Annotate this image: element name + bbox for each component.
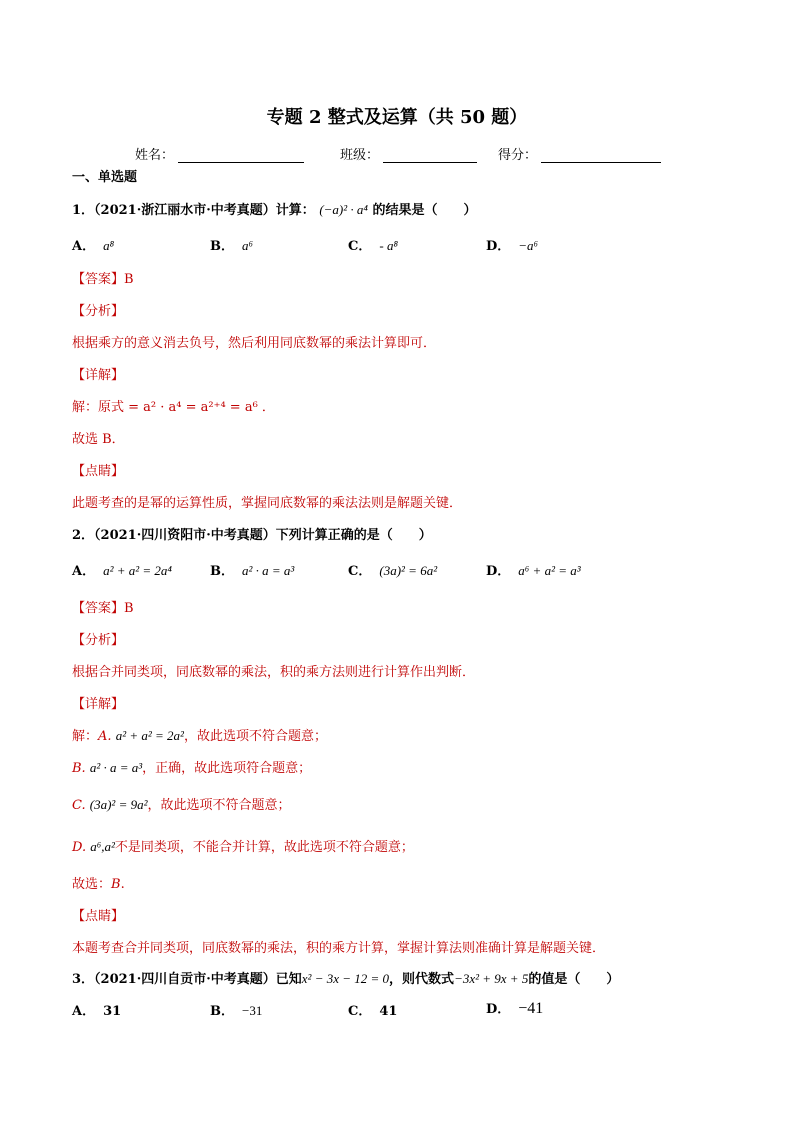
option-text: a² · a = a³ xyxy=(242,563,295,578)
q1-option-d xyxy=(486,235,538,254)
option-text: 31 xyxy=(103,1004,122,1019)
option-text: - a⁸ xyxy=(379,238,398,253)
q2-option-a xyxy=(72,560,172,579)
option-text: a⁸ xyxy=(103,238,115,253)
detail-math: (3a)² = 9a² xyxy=(89,797,148,812)
q2-detail-line-b xyxy=(72,757,311,776)
option-label: C． xyxy=(348,564,372,579)
score-blank xyxy=(541,150,661,163)
option-text: −a⁶ xyxy=(518,238,539,253)
section-heading: 一、单选题 xyxy=(72,170,138,185)
q2-detail-line-c xyxy=(72,794,291,813)
option-text: −31 xyxy=(242,1003,263,1018)
q1-comment-tag: 【点睛】 xyxy=(72,464,125,479)
score-field xyxy=(498,144,661,163)
q1-comment: 此题考查的是幂的运算性质，掌握同底数幂的乘法法则是解题关键． xyxy=(72,496,463,511)
answer-tag: 【答案】 xyxy=(72,601,125,616)
q1-detail-line-2: 故选 B． xyxy=(72,432,125,447)
detail-text: ，故此选项不符合题意； xyxy=(147,798,291,813)
detail-text: 不是同类项，不能合并计算，故此选项不符合题意； xyxy=(114,840,414,855)
option-label: D． xyxy=(486,1002,511,1017)
q1-analysis-tag: 【分析】 xyxy=(72,304,125,319)
option-text: a² + a² = 2a⁴ xyxy=(103,563,172,578)
q3-stem-prefix: 3．（2021·四川自贡市·中考真题）已知 xyxy=(72,972,302,987)
q1-detail-line-1: 解：原式 = a² · a⁴ = a²⁺⁴ = a⁶ ． xyxy=(72,400,275,415)
option-text: (3a)² = 6a² xyxy=(379,563,438,578)
q1-option-b xyxy=(210,235,253,254)
option-label: A． xyxy=(72,239,96,254)
answer-value: B xyxy=(124,272,134,287)
q2-option-b xyxy=(210,560,294,579)
q3-option-c xyxy=(348,1000,397,1019)
class-field xyxy=(340,144,477,163)
q1-analysis: 根据乘方的意义消去负号，然后利用同底数幂的乘法计算即可． xyxy=(72,336,437,351)
q2-option-d xyxy=(486,560,581,579)
q1-stem-suffix: 的结果是（ ） xyxy=(372,203,477,218)
option-text: 41 xyxy=(379,1004,398,1019)
q2-detail-tag: 【详解】 xyxy=(72,697,125,712)
question-3-stem xyxy=(72,968,619,987)
conclusion-option: B xyxy=(111,877,121,892)
conclusion-suffix: . xyxy=(120,877,125,892)
option-label: C． xyxy=(348,239,372,254)
class-label: 班级： xyxy=(340,148,380,163)
name-label: 姓名： xyxy=(135,148,175,163)
option-text: a⁶ xyxy=(242,238,254,253)
option-label: B． xyxy=(210,1004,234,1019)
q1-stem-prefix: 1．（2021·浙江丽水市·中考真题）计算： xyxy=(72,203,315,218)
q2-option-c xyxy=(348,560,437,579)
q2-comment-tag: 【点睛】 xyxy=(72,909,125,924)
q1-option-c xyxy=(348,235,398,254)
option-label: D． xyxy=(486,239,511,254)
q3-option-b xyxy=(210,1000,262,1019)
option-label: A． xyxy=(72,1004,96,1019)
q1-option-a xyxy=(72,235,114,254)
q2-analysis: 根据合并同类项，同底数幂的乘法，积的乘方法则进行计算作出判断． xyxy=(72,665,476,680)
q2-detail-line-d xyxy=(72,836,414,855)
detail-option-label: B. xyxy=(72,761,86,776)
score-label: 得分： xyxy=(498,148,538,163)
option-text: −41 xyxy=(518,1000,544,1017)
detail-text: ，正确，故此选项符合题意； xyxy=(142,761,312,776)
q3-stem-math-2: −3x² + 9x + 5 xyxy=(454,971,529,986)
q3-stem-suffix: 的值是（ ） xyxy=(528,972,620,987)
option-label: B． xyxy=(210,239,234,254)
q3-stem-mid: ，则代数式 xyxy=(389,972,455,987)
class-blank xyxy=(383,150,477,163)
q2-answer xyxy=(72,597,134,616)
q2-conclusion xyxy=(72,873,125,892)
detail-math: a⁶,a² xyxy=(90,839,115,854)
detail-math: a² · a = a³ xyxy=(89,760,143,775)
option-label: A． xyxy=(72,564,96,579)
q3-option-d xyxy=(486,998,543,1018)
option-label: B． xyxy=(210,564,234,579)
detail-text: ，故此选项不符合题意； xyxy=(183,729,327,744)
detail-option-label: C. xyxy=(72,798,86,813)
option-text: a⁶ + a² = a³ xyxy=(518,563,581,578)
option-label: D． xyxy=(486,564,511,579)
q2-detail-line-a xyxy=(72,725,327,744)
q2-comment: 本题考查合并同类项，同底数幂的乘法，积的乘方计算，掌握计算法则准确计算是解题关键． xyxy=(72,941,606,956)
answer-value: B xyxy=(124,601,134,616)
detail-option-label: D. xyxy=(72,840,87,855)
answer-tag: 【答案】 xyxy=(72,272,125,287)
name-blank xyxy=(178,150,304,163)
q1-answer xyxy=(72,268,134,287)
q1-detail-tag: 【详解】 xyxy=(72,368,125,383)
detail-math: a² + a² = 2a² xyxy=(115,728,184,743)
page-title: 专题 2 整式及运算（共 50 题） xyxy=(266,107,528,128)
question-1-stem xyxy=(72,199,476,218)
q1-stem-math: (−a)² · a⁴ xyxy=(319,202,368,217)
question-2-stem: 2．（2021·四川资阳市·中考真题）下列计算正确的是（ ） xyxy=(72,528,432,543)
option-label: C． xyxy=(348,1004,372,1019)
conclusion-prefix: 故选： xyxy=(72,877,112,892)
detail-option-label: A. xyxy=(98,729,112,744)
q3-option-a xyxy=(72,1000,121,1019)
q3-stem-math-1: x² − 3x − 12 = 0 xyxy=(301,971,390,986)
name-field xyxy=(135,144,304,163)
q2-analysis-tag: 【分析】 xyxy=(72,633,125,648)
detail-prefix: 解： xyxy=(72,729,99,744)
